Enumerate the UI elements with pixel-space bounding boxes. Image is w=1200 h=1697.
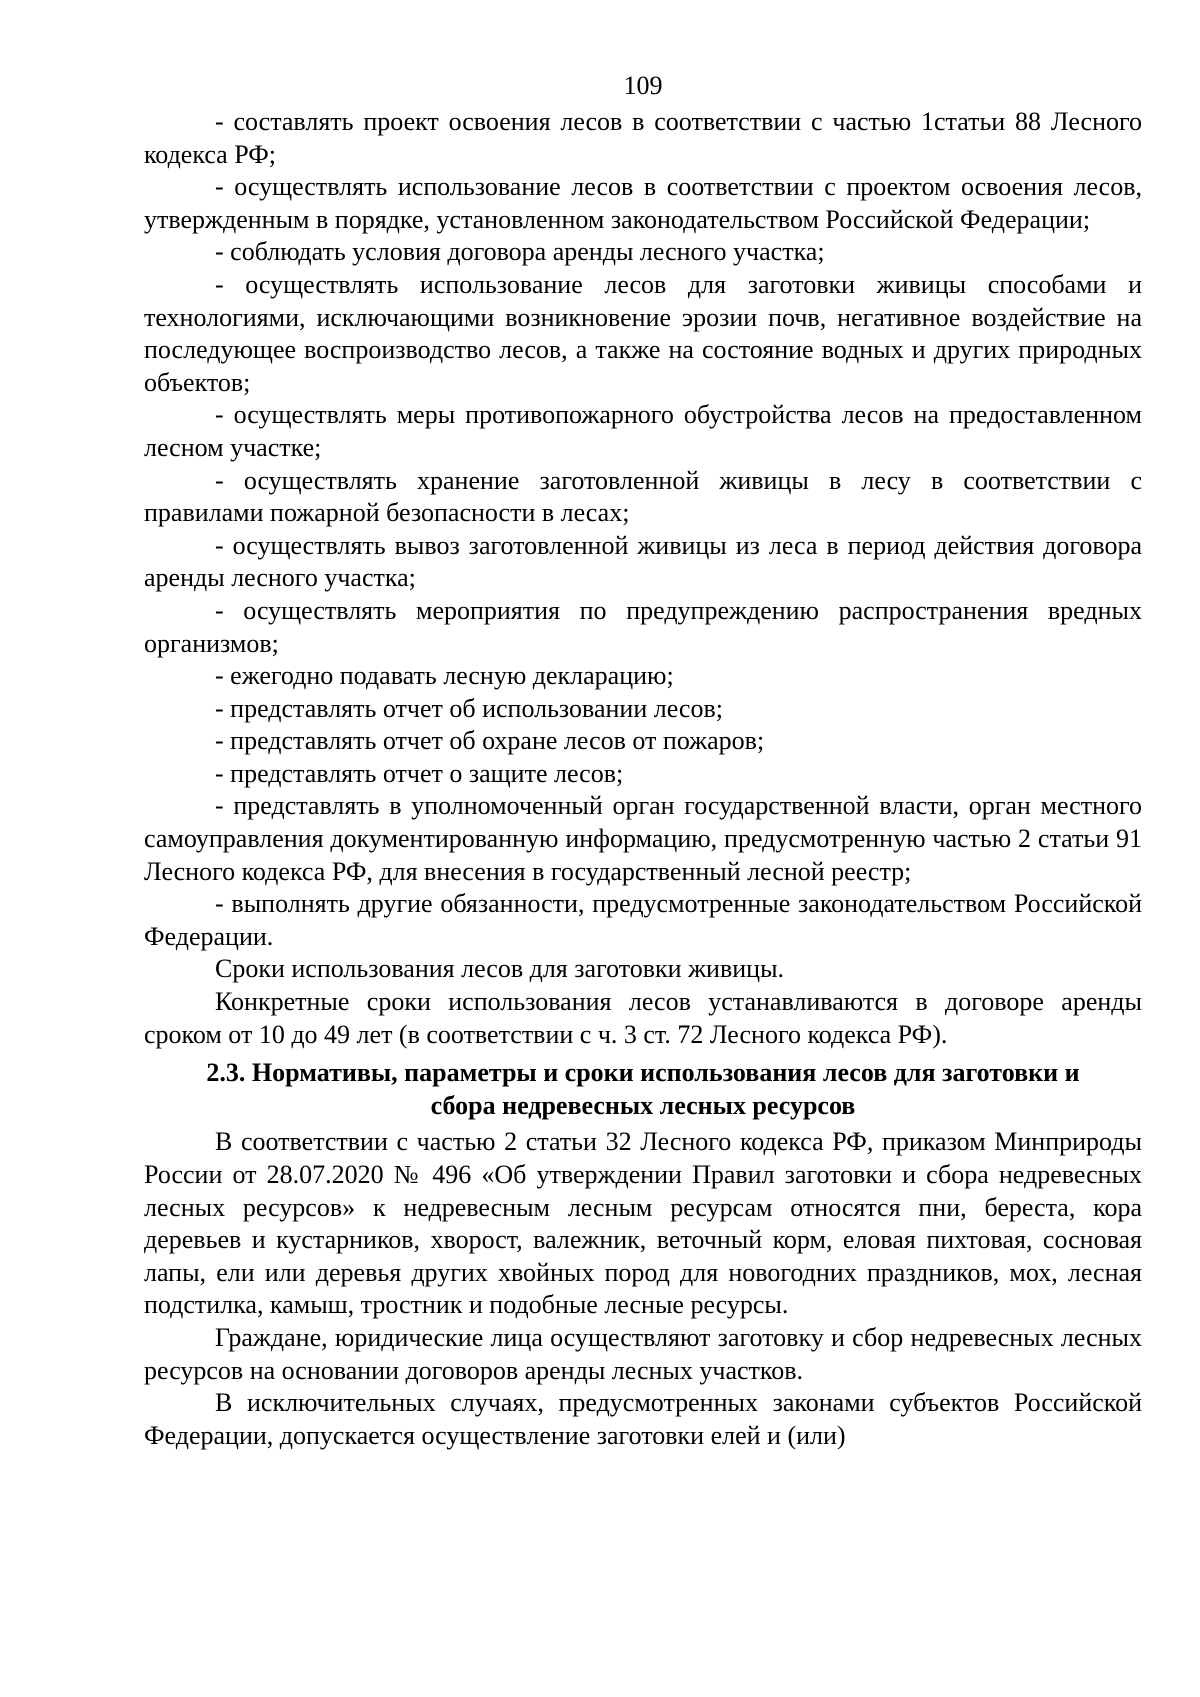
paragraph: Конкретные сроки использования лесов устанавливаются в договоре аренды сроком от 10 до 49 лет (в соответствии с ч. 3 ст. 72 Лесного кодекса РФ). — [144, 987, 1142, 1049]
paragraph: - осуществлять использование лесов для заготовки живицы способами и технологиями, исключающими возникновение эрозии почв, негативное воздействие на последующее воспроизводство лесов, а также на состояние водных и других природных объектов; — [144, 269, 1142, 397]
paragraph: - осуществлять мероприятия по предупреждению распространения вредных организмов; — [144, 595, 1142, 658]
paragraph: - ежегодно подавать лесную декларацию; — [215, 661, 674, 691]
paragraph: В соответствии с частью 2 статьи 32 Лесного кодекса РФ, приказом Минприроды России от 28.07.2020 № 496 «Об утверждении Правил заготовки и сбора недревесных лесных ресурсов» к недревесным лесным ресурсам относятся пни, береста, кора деревьев и кустарников, хворост, валежник, веточный корм, еловая пихтовая, сосновая лапы, ели или деревья других хвойных пород для новогодних праздников, мох, лесная подстилка, камыш, тростник и подобные лесные ресурсы. — [144, 1127, 1142, 1320]
paragraph: - представлять в уполномоченный орган государственной власти, орган местного самоуправления документированную информацию, предусмотренную частью 2 статьи 91 Лесного кодекса РФ, для внесения в государственный лесной реестр; — [144, 791, 1142, 886]
paragraph: - составлять проект освоения лесов в соответствии с частью 1статьи 88 Лесного кодекса РФ; — [144, 107, 1142, 169]
paragraph: Сроки использования лесов для заготовки живицы. — [215, 954, 785, 984]
section-heading-line: 2.3. Нормативы, параметры и сроки использования лесов для заготовки и — [206, 1058, 1080, 1088]
section-heading-line: сбора недревесных лесных ресурсов — [430, 1090, 856, 1120]
paragraph: - представлять отчет о защите лесов; — [215, 758, 624, 788]
section-heading — [144, 1057, 1142, 1122]
paragraph: - представлять отчет об использовании лесов; — [215, 693, 723, 723]
paragraph: - осуществлять меры противопожарного обустройства лесов на предоставленном лесном участке; — [144, 400, 1142, 462]
paragraph: - представлять отчет об охране лесов от пожаров; — [215, 726, 765, 756]
page-number: 109 — [623, 71, 663, 100]
paragraph: - выполнять другие обязанности, предусмотренные законодательством Российской Федерации. — [144, 889, 1142, 951]
paragraph: - осуществлять использование лесов в соответствии с проектом освоения лесов, утвержденным в порядке, установленном законодательством Российской Федерации; — [144, 172, 1142, 234]
paragraph: В исключительных случаях, предусмотренных законами субъектов Российской Федерации, допускается осуществление заготовки елей и (или) — [144, 1388, 1142, 1450]
paragraph: - осуществлять хранение заготовленной живицы в лесу в соответствии с правилами пожарной безопасности в лесах; — [144, 465, 1142, 528]
paragraph: - осуществлять вывоз заготовленной живицы из леса в период действия договора аренды лесного участка; — [144, 530, 1142, 593]
document-page — [144, 70, 1142, 1452]
paragraph: - соблюдать условия договора аренды лесного участка; — [215, 237, 825, 267]
paragraph: Граждане, юридические лица осуществляют заготовку и сбор недревесных лесных ресурсов на основании договоров аренды лесных участков. — [144, 1322, 1142, 1385]
